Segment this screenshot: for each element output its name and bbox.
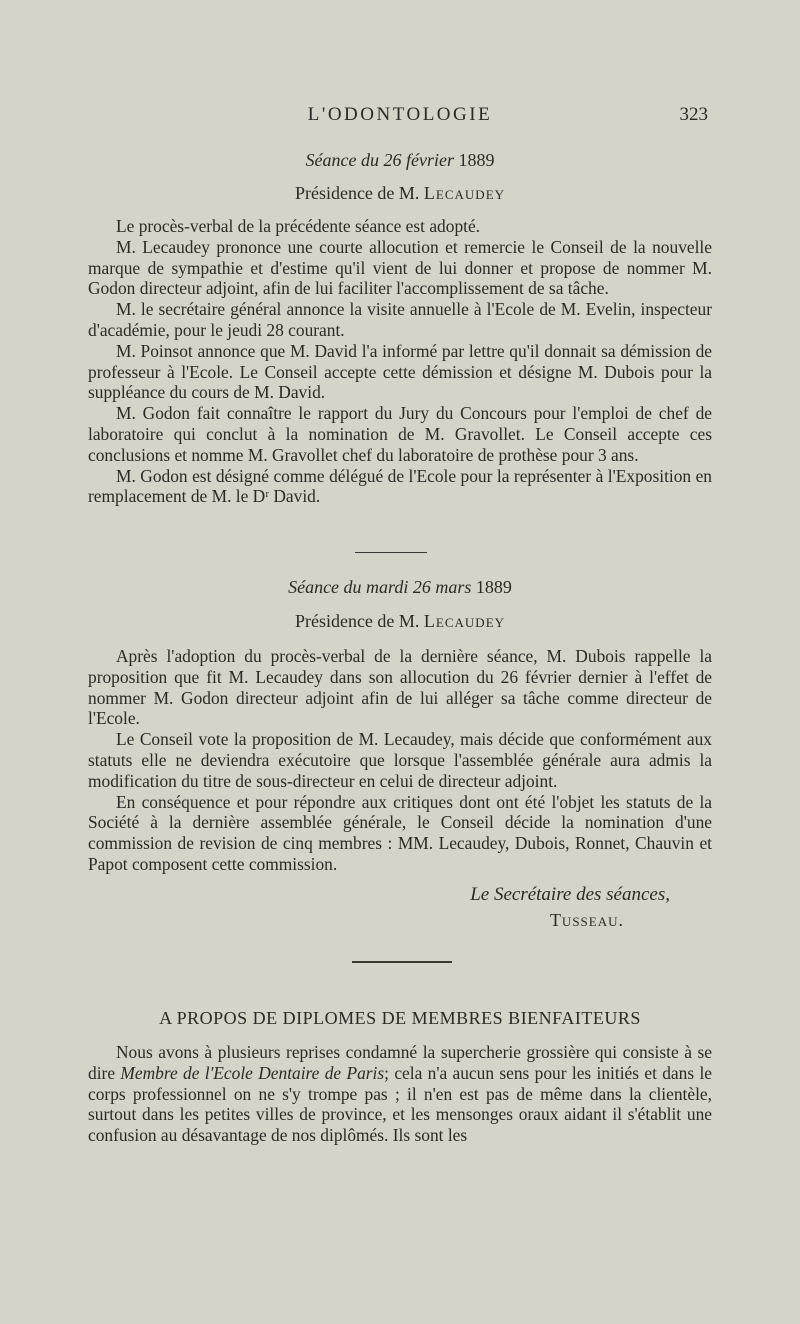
seance1-heading-date: 26 février [383, 150, 454, 170]
seance1-minutes [88, 216, 712, 507]
seance1-paragraph: M. le secrétaire général annonce la visite annuelle à l'Ecole de M. Evelin, inspecteur d'académie, pour le jeudi 28 courant. [88, 299, 712, 340]
seance1-paragraph: M. Poinsot annonce que M. David l'a informé par lettre qu'il donnait sa démission de professeur à l'Ecole. Le Conseil accepte cette démission et désigne M. Dubois pour la suppléance du cours de M. David. [88, 340, 712, 403]
seance2-president-name: Lecaudey [423, 611, 506, 631]
page-header [0, 104, 800, 134]
article-text-end: ; cela n'a aucun sens pour les initiés et dans le corps professionnel on ne s'y trompe pas ; il n'en est pas de même dans la clientèle, surtout dans les petites villes de province, et les mensonges oraux aidant il s'établit une confusion au désavantage de nos diplômés. Ils sont les [88, 1062, 712, 1146]
seance2-heading [88, 577, 712, 598]
seance1-paragraph: M. Godon fait connaître le rapport du Jury du Concours pour l'emploi de chef de laboratoire qui conclut à la nomination de M. Gravollet. Le Conseil accepte ces conclusions et nomme M. Gravollet chef du laboratoire de prothèse pour 3 ans. [88, 403, 712, 465]
seance2-heading-label: Séance du mardi [288, 577, 409, 597]
seance2-presidence-prefix: Présidence de M. [294, 611, 420, 631]
seance2-presidence [88, 611, 712, 632]
seance2-paragraph: Le Conseil vote la proposition de M. Lecaudey, mais décide que conformément aux statuts elle ne deviendra exécutoire que lorsque l'assemblée générale aura admis la modification du titre de sous-directeur en celui de directeur adjoint. [88, 729, 712, 791]
signature-name: Tusseau. [549, 910, 624, 930]
seance1-presidence [88, 183, 712, 204]
signature-block [88, 884, 712, 931]
seance2-paragraph: Après l'adoption du procès-verbal de la dernière séance, M. Dubois rappelle la proposition que fit M. Lecaudey dans son allocution du 26 février dernier à l'effet de nommer M. Godon directeur adjoint afin de lui alléger sa tâche comme directeur de l'Ecole. [88, 646, 712, 729]
article-paragraph [88, 1042, 712, 1146]
running-head: L'ODONTOLOGIE [307, 104, 493, 125]
page-number: 323 [679, 104, 708, 125]
seance2-minutes [88, 646, 712, 875]
seance2-heading-year: 1889 [475, 577, 512, 597]
section-divider [355, 552, 427, 553]
seance1-president-name: Lecaudey [423, 183, 506, 203]
article-body [88, 1042, 712, 1146]
seance1-heading [88, 150, 712, 171]
seance2-paragraph: En conséquence et pour répondre aux critiques dont ont été l'objet les statuts de la Société à la dernière assemblée générale, le Conseil décide la nomination d'une commission de revision de cinq membres : MM. Lecaudey, Dubois, Ronnet, Chauvin et Papot composent cette commission. [88, 791, 712, 874]
seance1-paragraph: Le procès-verbal de la précédente séance est adopté. [116, 216, 481, 236]
signature-title: Le Secrétaire des séances, [470, 884, 670, 905]
seance1-paragraph: M. Lecaudey prononce une courte allocution et remercie le Conseil de la nouvelle marque de sympathie et d'estime qu'il vient de lui donner et propose de nommer M. Godon directeur adjoint, afin de lui faciliter l'accomplissement de sa tâche. [88, 236, 712, 299]
article-title: A PROPOS DE DIPLOMES DE MEMBRES BIENFAITEURS [159, 1008, 641, 1028]
seance2-heading-date: 26 mars [412, 577, 472, 597]
article-text-italic: Membre de l'Ecole Dentaire de Paris [120, 1062, 385, 1083]
seance1-paragraph: M. Godon est désigné comme délégué de l'Ecole pour la représenter à l'Exposition en remplacement de M. le Dʳ David. [88, 465, 712, 507]
seance1-heading-label: Séance du [305, 150, 379, 170]
seance1-presidence-prefix: Présidence de M. [294, 183, 420, 203]
article-divider [352, 961, 452, 963]
article-text-start: Nous avons à plusieurs reprises condamné la supercherie grossière qui consiste à se dire [88, 1042, 712, 1083]
seance1-heading-year: 1889 [458, 150, 495, 170]
